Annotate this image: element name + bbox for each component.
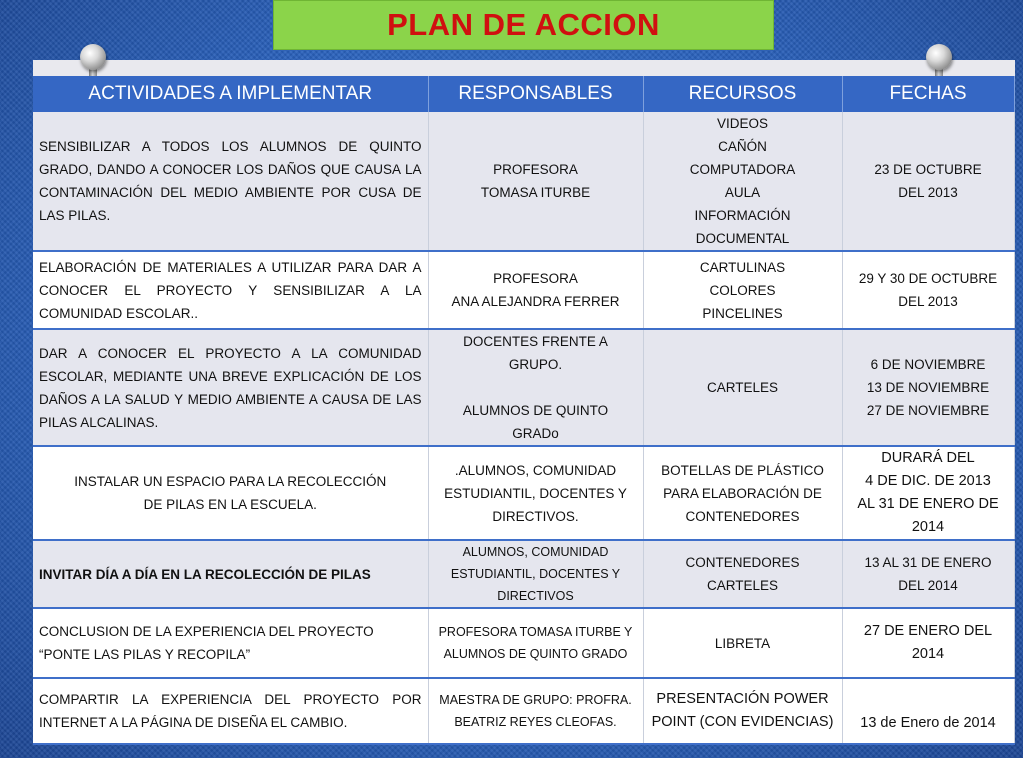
- cell-responsables: .ALUMNOS, COMUNIDAD ESTUDIANTIL, DOCENTES Y DIRECTIVOS.: [428, 446, 643, 540]
- cell-responsables: MAESTRA DE GRUPO: PROFRA. BEATRIZ REYES CLEOFAS.: [428, 678, 643, 744]
- cell-recursos: VIDEOS CAÑÓN COMPUTADORA AULA INFORMACIÓN DOCUMENTAL: [643, 112, 842, 251]
- page-title: PLAN DE ACCION: [387, 7, 660, 42]
- table-row: [33, 608, 1014, 678]
- cell-actividad: SENSIBILIZAR A TODOS LOS ALUMNOS DE QUINTO GRADO, DANDO A CONOCER LOS DAÑOS QUE CAUSA LA CONTAMINACIÓN DEL MEDIO AMBIENTE POR CUSA DE LAS PILAS.: [33, 112, 428, 251]
- header-actividades: ACTIVIDADES A IMPLEMENTAR: [33, 76, 428, 112]
- cell-actividad: DAR A CONOCER EL PROYECTO A LA COMUNIDAD ESCOLAR, MEDIANTE UNA BREVE EXPLICACIÓN DE LOS DAÑOS A LA SALUD Y MEDIO AMBIENTE A CAUSA DE LAS PILAS ALCALINAS.: [33, 329, 428, 446]
- cell-recursos: CARTULINAS COLORES PINCELINES: [643, 251, 842, 329]
- pin-right-icon: [926, 44, 952, 70]
- cell-recursos: CONTENEDORES CARTELES: [643, 540, 842, 608]
- cell-responsables: PROFESORA TOMASA ITURBE Y ALUMNOS DE QUINTO GRADO: [428, 608, 643, 678]
- action-plan-table: [33, 76, 1015, 745]
- cell-recursos: LIBRETA: [643, 608, 842, 678]
- cell-fechas: 23 DE OCTUBRE DEL 2013: [842, 112, 1014, 251]
- cell-actividad: ELABORACIÓN DE MATERIALES A UTILIZAR PARA DAR A CONOCER EL PROYECTO Y SENSIBILIZAR A LA COMUNIDAD ESCOLAR..: [33, 251, 428, 329]
- cell-responsables: PROFESORA TOMASA ITURBE: [428, 112, 643, 251]
- table-row: [33, 446, 1014, 540]
- table-row: [33, 329, 1014, 446]
- cell-responsables: DOCENTES FRENTE A GRUPO. ALUMNOS DE QUINTO GRADo: [428, 329, 643, 446]
- title-banner: [273, 0, 774, 50]
- table-header-row: [33, 76, 1014, 112]
- cell-recursos: PRESENTACIÓN POWER POINT (CON EVIDENCIAS): [643, 678, 842, 744]
- cell-actividad: INVITAR DÍA A DÍA EN LA RECOLECCIÓN DE PILAS: [33, 540, 428, 608]
- cell-actividad: INSTALAR UN ESPACIO PARA LA RECOLECCIÓN DE PILAS EN LA ESCUELA.: [33, 446, 428, 540]
- table-row: [33, 251, 1014, 329]
- cell-recursos: CARTELES: [643, 329, 842, 446]
- cell-actividad: COMPARTIR LA EXPERIENCIA DEL PROYECTO POR INTERNET A LA PÁGINA DE DISEÑA EL CAMBIO.: [33, 678, 428, 744]
- header-fechas: FECHAS: [842, 76, 1014, 112]
- cell-fechas: DURARÁ DEL 4 DE DIC. DE 2013 AL 31 DE ENERO DE 2014: [842, 446, 1014, 540]
- cell-actividad: CONCLUSION DE LA EXPERIENCIA DEL PROYECTO “PONTE LAS PILAS Y RECOPILA”: [33, 608, 428, 678]
- cell-responsables: ALUMNOS, COMUNIDAD ESTUDIANTIL, DOCENTES Y DIRECTIVOS: [428, 540, 643, 608]
- cell-fechas: 13 de Enero de 2014: [842, 678, 1014, 744]
- cell-responsables: PROFESORA ANA ALEJANDRA FERRER: [428, 251, 643, 329]
- table-row: [33, 678, 1014, 744]
- pin-left-icon: [80, 44, 106, 70]
- table-row: [33, 540, 1014, 608]
- cell-fechas: 27 DE ENERO DEL 2014: [842, 608, 1014, 678]
- header-responsables: RESPONSABLES: [428, 76, 643, 112]
- table-row: [33, 112, 1014, 251]
- header-recursos: RECURSOS: [643, 76, 842, 112]
- cell-fechas: 6 DE NOVIEMBRE 13 DE NOVIEMBRE 27 DE NOVIEMBRE: [842, 329, 1014, 446]
- cell-fechas: 13 AL 31 DE ENERO DEL 2014: [842, 540, 1014, 608]
- cell-fechas: 29 Y 30 DE OCTUBRE DEL 2013: [842, 251, 1014, 329]
- cell-recursos: BOTELLAS DE PLÁSTICO PARA ELABORACIÓN DE CONTENEDORES: [643, 446, 842, 540]
